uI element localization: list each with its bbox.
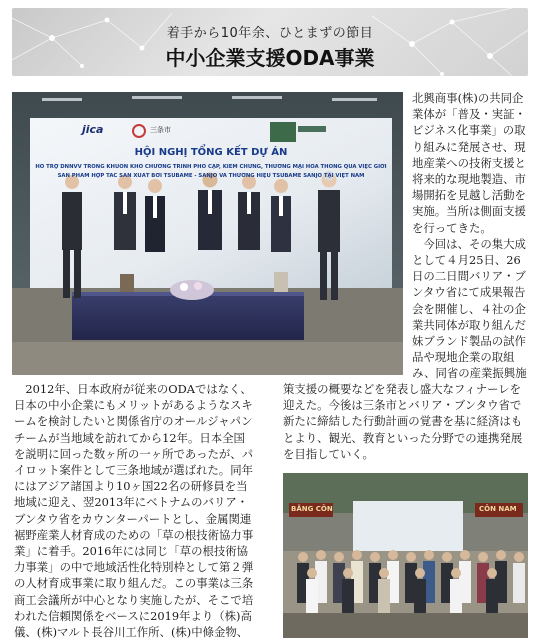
text-line: にはアジア諸国より10ヶ国22名の研修員を当 [14, 479, 248, 494]
text-line: 裾野産業人材育成のための「草の根技術協力事 [14, 527, 254, 542]
text-line: 日の二日間バリア・ブ [412, 269, 526, 284]
text-line: 策支援の概要などを発表し盛大なフィナーレを [283, 382, 522, 396]
header-title: 中小企業支援ODA事業 [165, 46, 375, 70]
text-line: われた信頼関係をベースに2019年より（株)高 [14, 608, 252, 623]
text-line: 北興商事(株)の共同企 [412, 91, 524, 105]
text-line: 今回は、その集大成 [412, 236, 526, 251]
text-line: ームを検討したいと関係省庁のオールジャパン [14, 414, 253, 429]
text-line: 新たに締結した行動計画の覚書を基に経済はも [283, 414, 523, 429]
text-line: 力事業」の中で地域活性化特別枠として第２弾 [14, 560, 254, 575]
text-line: 場開拓を見越し活動を [412, 188, 526, 203]
sign-right: CÔN NAM [479, 505, 517, 513]
text-column-right-top [412, 90, 532, 382]
ceremony-photo [12, 92, 403, 375]
text-line: 品や現地企業の取組 [412, 350, 515, 365]
text-line: 業共同体が取り組んだ [412, 317, 526, 332]
group-photo-graphic [283, 473, 528, 638]
text-line: り組みに発展させ、現 [412, 139, 526, 154]
header-subtitle: 着手から10年余、ひとまずの節目 [166, 26, 374, 41]
text-line: 業」に着手。2016年には同じ「草の根技術協 [14, 544, 249, 559]
banner-line-1: HỖ TRỢ DNNVV TRONG KHUÔN KHỔ CHƯƠNG TRÌNH PHỔ CẬP, KIỂM CHỨNG, THƯƠNG MẠI HÓA THÔNG QUA VIỆC GIỚI [35, 164, 387, 170]
text-line: とより、観光、教育といった分野での連携発展 [283, 430, 523, 445]
text-line: 会を開催し、４社の企 [412, 301, 526, 316]
text-line: 儀、(株)マルト長谷川工作所、(株)中條金物、 [14, 625, 249, 640]
article-header [12, 8, 528, 76]
text-line: 地産業への技術支援と [412, 155, 526, 170]
text-line: 2012年、日本政府が従来のODAではなく、 [14, 382, 252, 396]
sign-left: BĂNG CÔN [291, 505, 333, 513]
group-photo [283, 473, 528, 638]
text-line: を目指していく。 [283, 446, 374, 461]
text-line: として４月25日、26 [412, 253, 521, 268]
jica-logo: jica [82, 123, 104, 136]
text-line: ブンタウ省をカウンターパートとし、金属関連 [14, 511, 252, 526]
text-line: 将来的な現地製造、市 [412, 172, 526, 187]
text-line: 業体が「普及・実証・ [412, 107, 526, 122]
text-line: 商工会議所が中心となり実施したが、そこで培 [14, 592, 254, 607]
text-line: を行ってきた。 [412, 220, 492, 235]
text-column-right-mid [283, 381, 528, 462]
text-column-left [14, 381, 276, 640]
text-line: の人材育成事業に取り組んだ。この事業は三条 [14, 576, 254, 591]
ceremony-photo-graphic [12, 92, 403, 375]
text-line: 実施。当所は側面支援 [412, 204, 526, 219]
banner-title: HỘI NGHỊ TỔNG KẾT DỰ ÁN [134, 147, 288, 158]
text-line: 地域に迎え、翌2013年にベトナムのバリア・ [14, 495, 249, 510]
text-line: チームが当地域を訪れてから12年。日本全国 [14, 430, 245, 445]
text-line: 迎えた。今後は三条市とバリア・ブンタウ省で [283, 398, 522, 413]
text-line: 日本の中小企業にもメリットがあるようなスキ [14, 398, 253, 413]
sanjo-logo-text: 三条市 [150, 126, 171, 134]
text-line: イロット案件として三条地域が選ばれた。同年 [14, 463, 253, 478]
text-line: ンタウ省にて成果報告 [412, 285, 526, 300]
text-line: ビジネス化事業」の取 [412, 123, 526, 138]
text-line: み、同省の産業振興施 [412, 366, 527, 381]
text-line: を説明に回った数ヶ所の一ヶ所であったが、パ [14, 446, 254, 461]
text-line: 妹ブランド製品の試作 [412, 334, 526, 349]
banner-line-2: SẢN PHẨM HỢP TÁC SẢN XUẤT BỞI TSUBAME - SANJO VÀ THƯƠNG HIỆU TSUBAME SANJO TẠI VIỆT NAM [57, 173, 365, 179]
